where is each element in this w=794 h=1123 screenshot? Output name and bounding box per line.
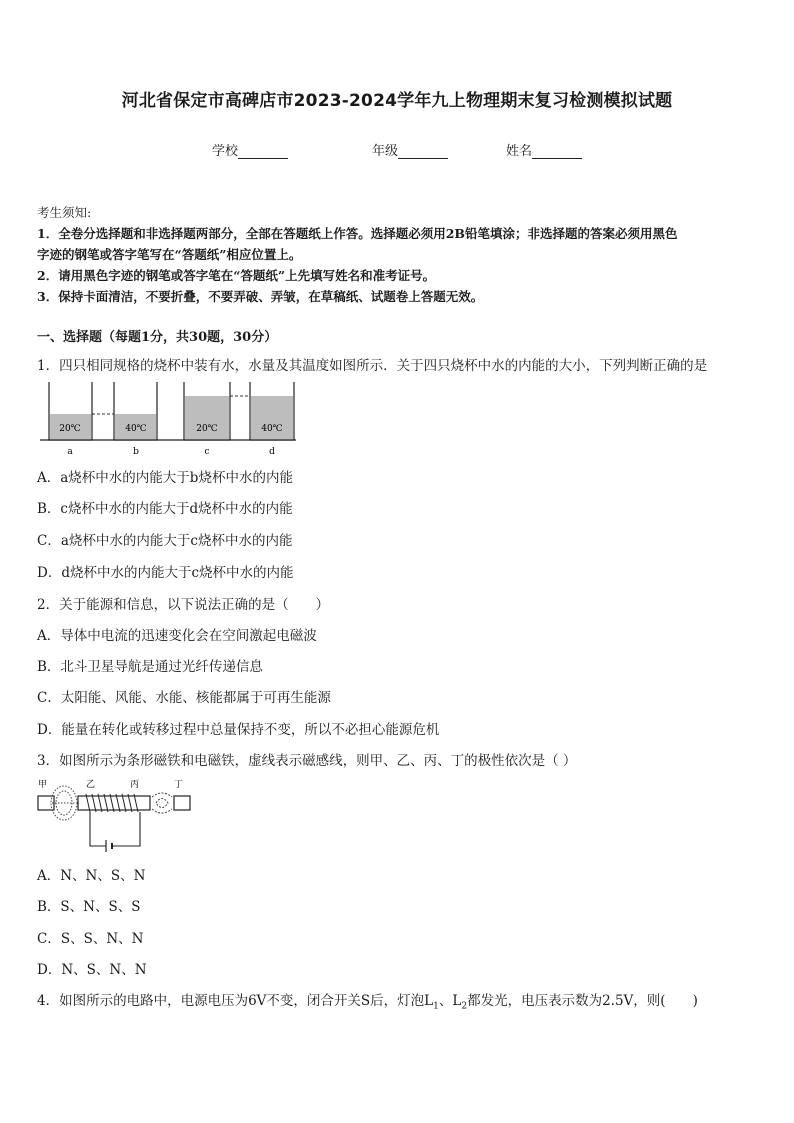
beaker-c bbox=[184, 382, 230, 457]
grade-blank[interactable] bbox=[398, 144, 448, 159]
label-yi: 乙 bbox=[86, 780, 96, 790]
q4-text-2: 、L bbox=[438, 993, 462, 1009]
beaker-temp: 40℃ bbox=[125, 424, 147, 434]
question-4-stem bbox=[37, 989, 698, 1012]
q3-option-b[interactable]: B．S、N、S、S bbox=[37, 899, 141, 915]
question-2-stem: 2．关于能源和信息，以下说法正确的是（ ） bbox=[37, 597, 330, 613]
coil-windings bbox=[86, 794, 138, 812]
q2-option-a[interactable]: A．导体中电流的迅速变化会在空间激起电磁波 bbox=[37, 628, 317, 644]
field-lines-right bbox=[152, 793, 172, 797]
notice-item: 1．全卷分选择题和非选择题两部分，全部在答题纸上作答。选择题必须用2B铅笔填涂；非选择题的答案必须用黑色 bbox=[37, 226, 678, 241]
q2-option-d[interactable]: D．能量在转化或转移过程中总量保持不变，所以不必担心能源危机 bbox=[37, 722, 440, 738]
grade-field[interactable] bbox=[372, 140, 448, 159]
q3-option-a[interactable]: A．N、N、S、N bbox=[37, 868, 146, 884]
q4-sub-2: 2 bbox=[461, 1001, 468, 1012]
q1-option-d[interactable]: D．d烧杯中水的内能大于c烧杯中水的内能 bbox=[37, 565, 294, 581]
beaker-d bbox=[250, 382, 294, 457]
magnet-figure bbox=[34, 776, 194, 860]
name-field[interactable] bbox=[506, 140, 582, 159]
notice-item: 字迹的钢笔或答字笔写在“答题纸”相应位置上。 bbox=[37, 247, 302, 262]
school-label: 学校 bbox=[212, 144, 239, 159]
notice-item: 3．保持卡面清洁，不要折叠，不要弄破、弄皱，在草稿纸、试题卷上答题无效。 bbox=[37, 289, 484, 304]
q2-option-b[interactable]: B．北斗卫星导航是通过光纤传递信息 bbox=[37, 659, 263, 675]
school-blank[interactable] bbox=[238, 144, 288, 159]
name-label: 姓名 bbox=[506, 144, 533, 159]
q1-option-c[interactable]: C．a烧杯中水的内能大于c烧杯中水的内能 bbox=[37, 533, 293, 549]
beaker-a bbox=[49, 382, 92, 457]
circuit-wire bbox=[90, 812, 104, 846]
label-bing: 丙 bbox=[130, 780, 140, 790]
page-title: 河北省保定市高碑店市2023-2024学年九上物理期末复习检测模拟试题 bbox=[121, 91, 673, 111]
q3-option-c[interactable]: C．S、S、N、N bbox=[37, 931, 144, 947]
grade-label: 年级 bbox=[372, 144, 399, 159]
question-3-stem: 3．如图所示为条形磁铁和电磁铁，虚线表示磁感线，则甲、乙、丙、丁的极性依次是（ ） bbox=[37, 753, 577, 769]
q4-text-3: 都发光，电压表示数为2.5V，则( ) bbox=[467, 993, 698, 1009]
school-field[interactable] bbox=[212, 140, 288, 159]
q1-option-b[interactable]: B．c烧杯中水的内能大于d烧杯中水的内能 bbox=[37, 501, 293, 517]
q4-sub-1: 1 bbox=[433, 1001, 439, 1012]
notice-item: 2．请用黑色字迹的钢笔或答字笔在“答题纸”上先填写姓名和准考证号。 bbox=[37, 268, 436, 283]
question-1-stem: 1．四只相同规格的烧杯中装有水，水量及其温度如图所示．关于四只烧杯中水的内能的大小，下列判断正确的是 bbox=[37, 358, 708, 374]
right-magnet bbox=[174, 796, 190, 810]
beaker-b bbox=[114, 382, 157, 457]
label-ding: 丁 bbox=[174, 780, 184, 790]
q1-option-a[interactable]: A．a烧杯中水的内能大于b烧杯中水的内能 bbox=[37, 470, 293, 486]
beaker-label: c bbox=[204, 447, 210, 457]
q3-option-d[interactable]: D．N、S、N、N bbox=[37, 962, 147, 978]
beaker-label: d bbox=[269, 447, 275, 457]
beaker-temp: 20℃ bbox=[196, 424, 218, 434]
beakers-figure bbox=[40, 378, 300, 460]
q4-text-1: 4．如图所示的电路中，电源电压为6V不变，闭合开关S后，灯泡L bbox=[37, 993, 434, 1009]
notice-heading: 考生须知: bbox=[37, 205, 92, 220]
beaker-label: a bbox=[67, 447, 73, 457]
beaker-label: b bbox=[133, 447, 139, 457]
beaker-temp: 40℃ bbox=[261, 424, 283, 434]
exam-notice bbox=[37, 202, 762, 307]
beaker-temp: 20℃ bbox=[59, 424, 81, 434]
q2-option-c[interactable]: C．太阳能、风能、水能、核能都属于可再生能源 bbox=[37, 690, 331, 706]
name-blank[interactable] bbox=[532, 144, 582, 159]
label-jia: 甲 bbox=[38, 780, 48, 790]
section-title: 一、选择题（每题1分，共30题，30分） bbox=[37, 330, 278, 345]
